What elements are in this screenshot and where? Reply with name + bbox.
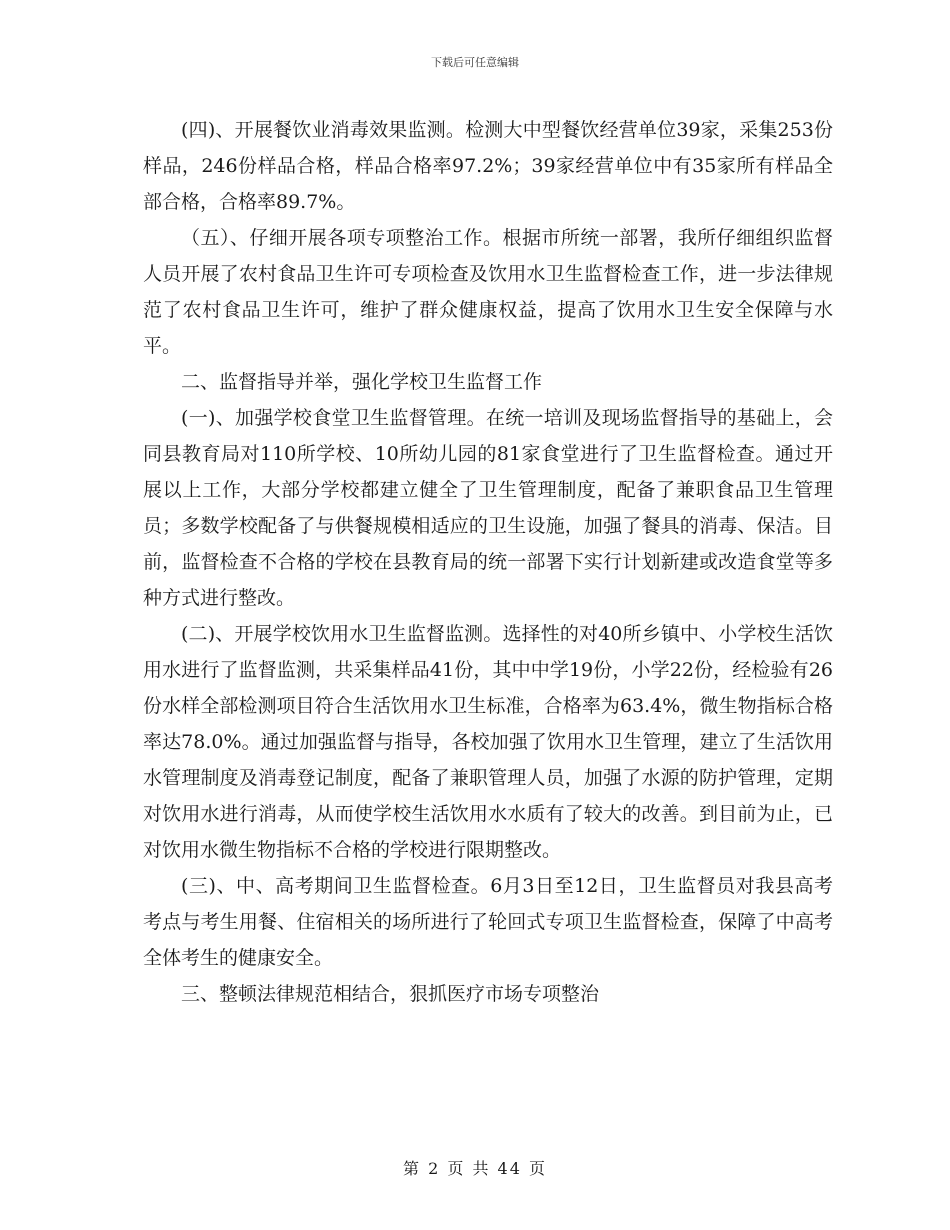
paragraph-disinfection-monitoring: (四)、开展餐饮业消毒效果监测。检测大中型餐饮经营单位39家，采集253份样品，246份样品合格，样品合格率97.2%；39家经营单位中有35家所有样品全部合格，合格率89.7%。 bbox=[143, 119, 833, 213]
section-heading-medical-market: 三、整顿法律规范相结合，狠抓医疗市场专项整治 bbox=[181, 983, 600, 1005]
page-header-note: 下载后可任意编辑 bbox=[431, 56, 519, 69]
page-number-footer: 第 2 页 共 44 页 bbox=[403, 1159, 547, 1178]
section-heading-school-hygiene: 二、监督指导并举，强化学校卫生监督工作 bbox=[181, 371, 543, 393]
paragraph-school-drinking-water: (二)、开展学校饮用水卫生监督监测。选择性的对40所乡镇中、小学校生活饮用水进行了监督监测，共采集样品41份，其中中学19份，小学22份，经检验有26份水样全部检测项目符合生活饮用水卫生标准，合格率为63.4%，微生物指标合格率达78.0%。通过加强监督与指导，各校加强了饮用水卫生管理，建立了生活饮用水管理制度及消毒登记制度，配备了兼职管理人员，加强了水源的防护管理，定期对饮用水进行消毒，从而使学校生活饮用水水质有了较大的改善。到目前为止，已对饮用水微生物指标不合格的学校进行限期整改。 bbox=[143, 623, 833, 861]
paragraph-school-canteen: (一)、加强学校食堂卫生监督管理。在统一培训及现场监督指导的基础上，会同县教育局对110所学校、10所幼儿园的81家食堂进行了卫生监督检查。通过开展以上工作，大部分学校都建立健全了卫生管理制度，配备了兼职食品卫生管理员；多数学校配备了与供餐规模相适应的卫生设施，加强了餐具的消毒、保洁。目前，监督检查不合格的学校在县教育局的统一部署下实行计划新建或改造食堂等多种方式进行整改。 bbox=[143, 407, 833, 609]
document-body bbox=[143, 112, 833, 1012]
paragraph-special-rectification: （五）、仔细开展各项专项整治工作。根据市所统一部署，我所仔细组织监督人员开展了农村食品卫生许可专项检查及饮用水卫生监督检查工作，进一步法律规范了农村食品卫生许可，维护了群众健康权益，提高了饮用水卫生安全保障与水平。 bbox=[143, 227, 833, 357]
paragraph-exam-period-inspection: (三)、中、高考期间卫生监督检查。6月3日至12日，卫生监督员对我县高考考点与考生用餐、住宿相关的场所进行了轮回式专项卫生监督检查，保障了中高考全体考生的健康安全。 bbox=[143, 875, 833, 969]
